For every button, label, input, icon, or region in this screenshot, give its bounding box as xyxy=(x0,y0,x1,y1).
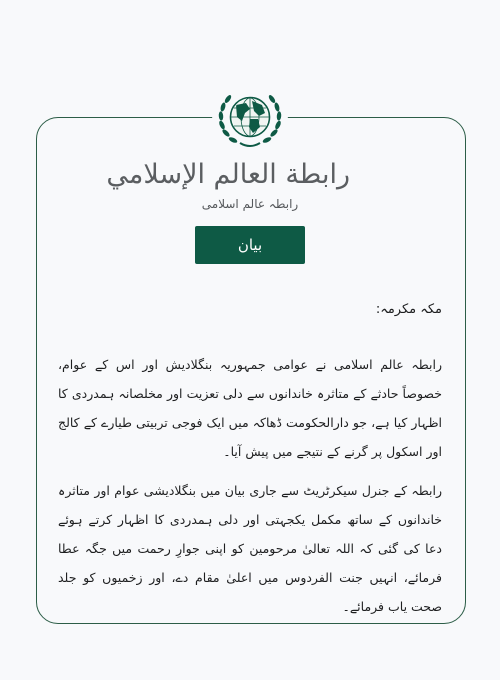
statement-body xyxy=(58,300,442,631)
paragraph-1: رابطہ عالم اسلامی نے عوامی جمہوریہ بنگلادیش اور اس کے عوام، خصوصاً حادثے کے متاثرہ خاندانوں سے دلی تعزیت اور مخلصانہ ہمدردی کا اظہار کیا ہے، جو دارالحکومت ڈھاکہ میں ایک فوجی تربیتی طیارے کے کالج اور اسکول پر گرنے کے نتیجے میں پیش آیا۔ xyxy=(58,357,442,459)
organization-name: رابطة العالم الإسلامي xyxy=(106,159,350,190)
statement-banner: بیان xyxy=(195,226,305,264)
paragraph-2: رابطہ کے جنرل سیکرٹریٹ سے جاری بیان میں بنگلادیشی عوام اور متاثرہ خاندانوں کے ساتھ مکمل یکجہتی اور دلی ہمدردی کا اظہار کرتے ہوئے دعا کی گئی کہ اللہ تعالیٰ مرحومین کو اپنی جوارِ رحمت میں جگہ عطا فرمائے، انہیں جنت الفردوس میں اعلیٰ مقام دے، اور زخمیوں کو جلد صحت یاب فرمائے۔ xyxy=(58,483,442,614)
organization-name-urdu: رابطہ عالم اسلامی xyxy=(201,197,299,211)
dateline: مکہ مکرمہ: xyxy=(375,302,442,317)
globe-laurel-emblem-icon xyxy=(212,83,288,159)
